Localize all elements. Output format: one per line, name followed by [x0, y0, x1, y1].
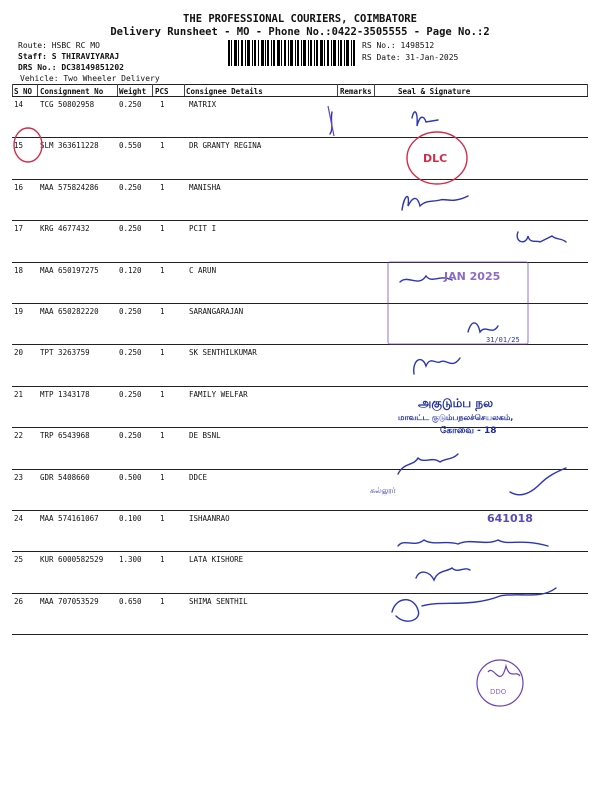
cell-sno: 24 — [14, 514, 24, 523]
cell-sno: 25 — [14, 555, 24, 565]
tamil-stamp-line1: அகுடும்ப நல — [418, 396, 494, 410]
signature-row-25 — [398, 540, 548, 546]
company-title: THE PROFESSIONAL COURIERS, COIMBATORE — [183, 13, 417, 25]
pincode-stamp: 641018 — [487, 512, 533, 525]
cell-weight: 0.100 — [119, 514, 142, 523]
signature-row-26a — [416, 568, 470, 580]
col-header-consignment: Consignment No — [40, 87, 104, 96]
cell-consignee: SK SENTHILKUMAR — [189, 348, 257, 358]
cell-sno: 16 — [14, 182, 24, 192]
cell-pcs: 1 — [160, 100, 165, 109]
cell-pcs: 1 — [160, 389, 165, 399]
vehicle-label: Vehicle: Two Wheeler Delivery — [20, 74, 160, 83]
signature-row-23b — [510, 468, 566, 495]
cell-consignment: MAA 574161067 — [40, 514, 99, 523]
cell-sno: 21 — [14, 389, 24, 399]
cell-weight: 0.250 — [119, 389, 142, 399]
staff-label: Staff: S THIRAVIYARAJ — [18, 52, 120, 61]
cell-pcs: 1 — [160, 348, 165, 358]
cell-consignment: KRG 4677432 — [40, 224, 90, 234]
cell-consignee: FAMILY WELFAR — [189, 389, 248, 399]
cell-sno: 22 — [14, 431, 24, 441]
cell-consignment: SLM 363611228 — [40, 141, 99, 151]
cell-pcs: 1 — [160, 472, 165, 482]
tamil-postal-stamp: கல்லூர் — [370, 486, 396, 495]
route-label: Route: HSBC RC MO — [18, 41, 100, 50]
cell-weight: 0.500 — [119, 472, 142, 482]
cell-weight: 0.650 — [119, 596, 142, 606]
cell-sno: 18 — [14, 265, 24, 275]
cell-sno: 23 — [14, 472, 24, 482]
cell-consignment: MAA 650197275 — [40, 265, 99, 275]
dlc-stamp: DLC — [423, 152, 448, 165]
cell-consignee: DR GRANTY REGINA — [189, 141, 262, 151]
drs-number: DRS No.: DC38149851202 — [18, 63, 124, 72]
tamil-stamp-line2: மாவட்ட குடும்பநலச்செயலகம், — [398, 413, 514, 422]
handwritten-date: 31/01/25 — [486, 336, 520, 344]
cell-consignment: KUR 6000582529 — [40, 555, 104, 565]
cell-pcs: 1 — [160, 224, 165, 234]
cell-pcs: 1 — [160, 182, 165, 192]
col-header-remarks: Remarks — [340, 87, 372, 96]
cell-consignment: GDR 5408660 — [40, 472, 90, 482]
cell-weight: 0.120 — [119, 265, 142, 275]
cell-consignee: C ARUN — [189, 265, 217, 275]
rs-number: RS No.: 1498512 — [362, 41, 435, 50]
cell-consignment: MAA 707053529 — [40, 596, 99, 606]
signature-row-16 — [402, 196, 468, 210]
cell-consignee: SARANGARAJAN — [189, 307, 244, 316]
col-header-seal: Seal & Signature — [398, 87, 471, 96]
cell-consignment: TPT 3263759 — [40, 348, 90, 358]
cell-pcs: 1 — [160, 514, 165, 523]
cell-weight: 0.250 — [119, 431, 142, 441]
cell-sno: 20 — [14, 348, 24, 358]
cell-weight: 0.250 — [119, 224, 142, 234]
cell-consignment: TRP 6543968 — [40, 431, 90, 441]
cell-weight: 0.250 — [119, 348, 142, 358]
cell-weight: 0.250 — [119, 100, 142, 109]
cell-consignee: MATRIX — [189, 100, 217, 109]
signature-row-17 — [517, 232, 566, 242]
jan-date-stamp: JAN 2025 — [444, 270, 501, 283]
round-seal-text: DDO — [490, 688, 507, 696]
cell-weight: 0.250 — [119, 307, 142, 316]
cell-sno: 17 — [14, 224, 24, 234]
cell-consignee: ISHAANRAO — [189, 514, 230, 523]
sno-15-circle — [14, 128, 42, 162]
cell-consignee: MANISHA — [189, 182, 221, 192]
cell-consignee: DDCE — [189, 472, 208, 482]
round-seal-stamp — [477, 660, 523, 706]
col-header-consignee: Consignee Details — [186, 87, 263, 96]
cell-consignee: SHIMA SENTHIL — [189, 596, 248, 606]
cell-sno: 19 — [14, 307, 24, 316]
signature-row-19 — [468, 323, 498, 332]
cell-sno: 15 — [14, 141, 24, 151]
cell-consignee: PCIT I — [189, 224, 217, 234]
signature-row-20 — [414, 358, 460, 374]
signature-row-26b — [392, 588, 556, 621]
runsheet-subtitle: Delivery Runsheet - MO - Phone No.:0422-3505555 - Page No.:2 — [110, 26, 490, 38]
cell-consignee: LATA KISHORE — [189, 555, 244, 565]
col-header-sno: S NO — [14, 87, 33, 96]
signature-row-23 — [398, 454, 458, 474]
cell-consignment: MTP 1343178 — [40, 389, 90, 399]
cell-pcs: 1 — [160, 431, 165, 441]
cell-consignment: TCG 50802958 — [40, 100, 95, 109]
cell-pcs: 1 — [160, 141, 165, 151]
cell-weight: 1.300 — [119, 555, 142, 565]
col-header-pcs: PCS — [155, 87, 169, 96]
cell-weight: 0.550 — [119, 141, 142, 151]
cell-pcs: 1 — [160, 265, 165, 275]
cell-weight: 0.250 — [119, 182, 142, 192]
cell-sno: 26 — [14, 596, 24, 606]
rs-date: RS Date: 31-Jan-2025 — [362, 53, 459, 62]
cell-pcs: 1 — [160, 555, 165, 565]
cell-sno: 14 — [14, 100, 24, 109]
tamil-stamp-line3: கோவை - 18 — [440, 426, 497, 436]
cell-consignment: MAA 650282220 — [40, 307, 99, 316]
cell-consignment: MAA 575824286 — [40, 182, 99, 192]
col-header-weight: Weight — [119, 87, 147, 96]
cell-pcs: 1 — [160, 596, 165, 606]
round-seal-signature — [488, 666, 520, 676]
signature-row-14 — [412, 112, 438, 126]
cell-consignee: DE BSNL — [189, 431, 221, 441]
cell-pcs: 1 — [160, 307, 165, 316]
